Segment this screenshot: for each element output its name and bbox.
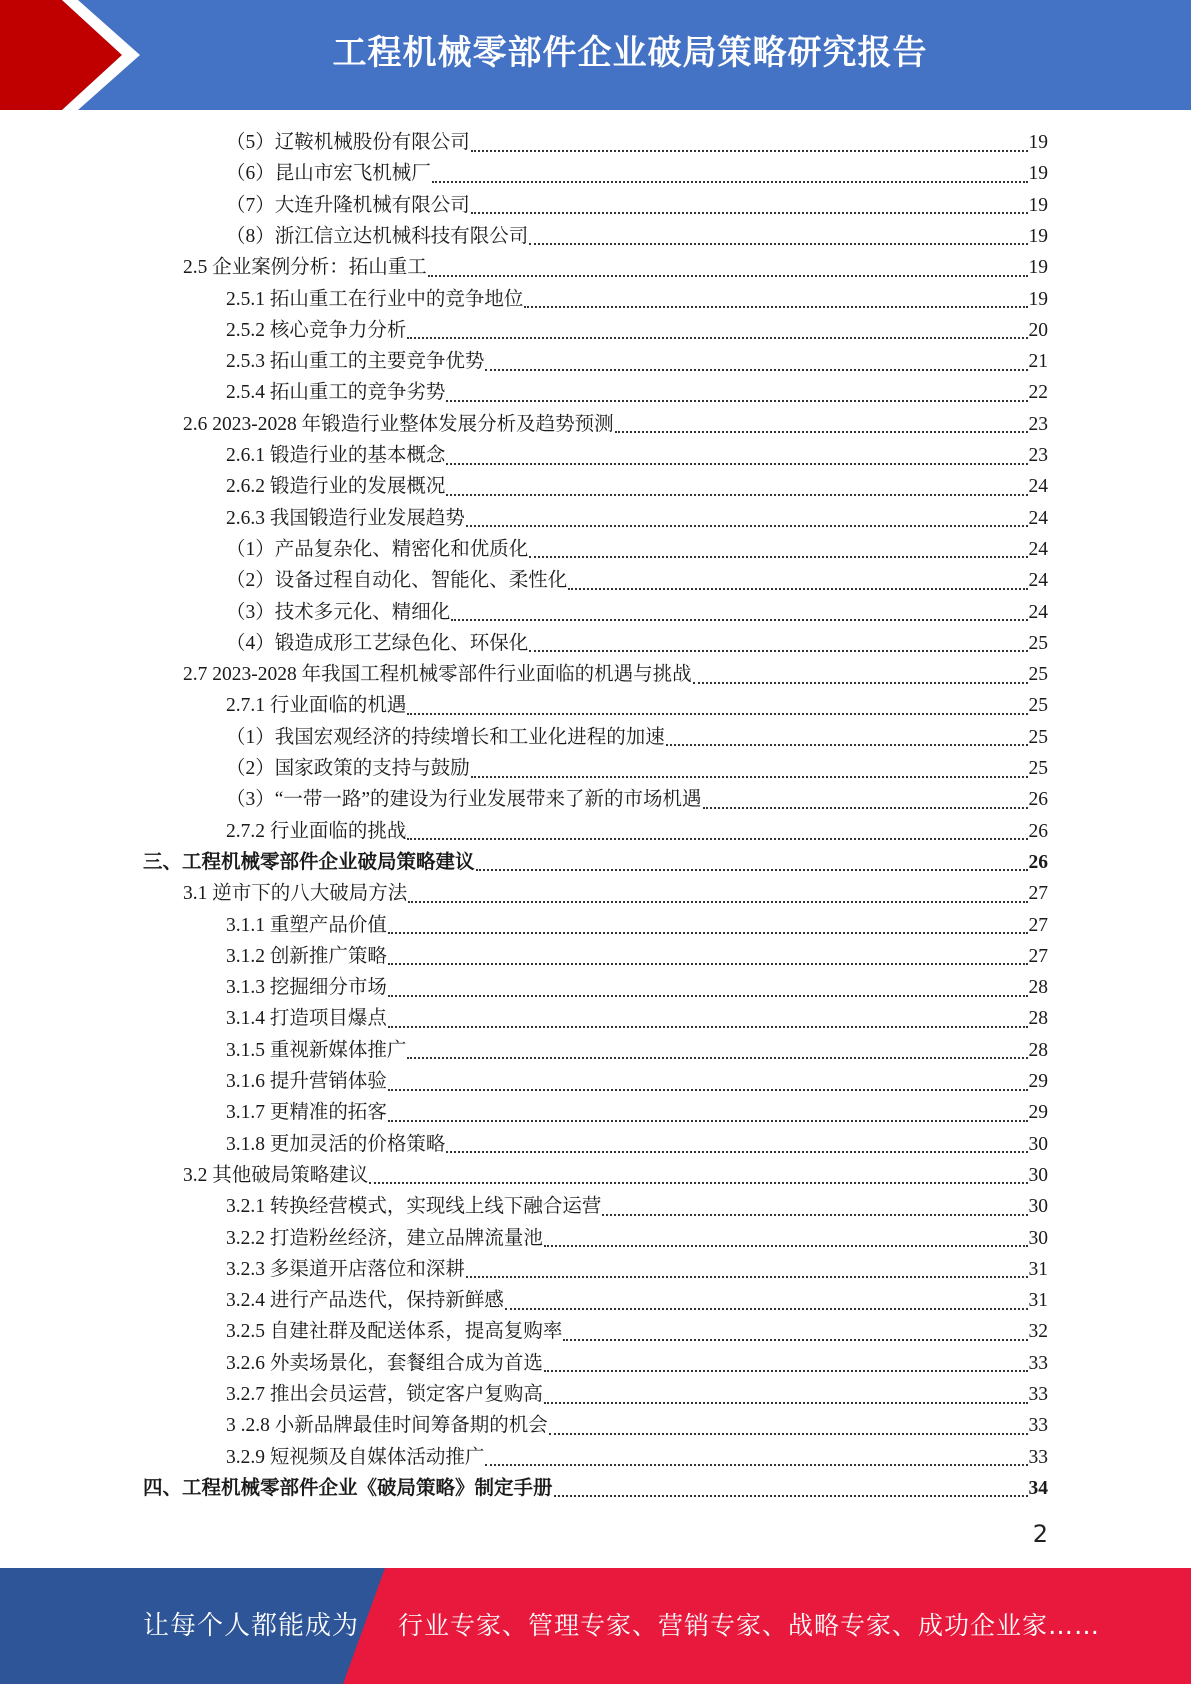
toc-entry-title: 3 .2.8 小新品牌最佳时间筹备期的机会 [226, 1415, 548, 1437]
toc-dot-leader [568, 588, 1027, 590]
document-title: 工程机械零部件企业破局策略研究报告 [332, 33, 928, 73]
toc-entry-page: 25 [1028, 632, 1048, 654]
toc-entry-title: 3.2.3 多渠道开店落位和深耕 [226, 1258, 465, 1280]
footer-slogan-right: 行业专家、管理专家、营销专家、战略专家、成功企业家…… [398, 1611, 1101, 1640]
toc-dot-leader [446, 400, 1027, 402]
toc-dot-leader [485, 1464, 1027, 1466]
toc-entry-page: 24 [1028, 570, 1048, 592]
toc-entry-title: 2.5.1 拓山重工在行业中的竞争地位 [226, 288, 524, 310]
toc-entry-page: 24 [1028, 476, 1048, 498]
toc-entry-title: （6）昆山市宏飞机械厂 [226, 163, 431, 185]
toc-entry[interactable] [183, 252, 1048, 283]
toc-entry-page: 28 [1028, 1039, 1048, 1061]
toc-entry-title: 3.1.6 提升营销体验 [226, 1071, 387, 1092]
toc-entry-title: 2.6 2023-2028 年锻造行业整体发展分析及趋势预测 [183, 413, 614, 435]
toc-entry-title: 3.1.8 更加灵活的价格策略 [226, 1133, 446, 1155]
toc-entry-page: 31 [1028, 1290, 1048, 1312]
toc-entry[interactable] [226, 1348, 1048, 1379]
toc-dot-leader [529, 556, 1027, 558]
toc-entry[interactable] [226, 753, 1048, 784]
toc-entry[interactable] [226, 784, 1048, 815]
toc-entry[interactable] [226, 972, 1048, 1003]
toc-dot-leader [388, 1026, 1028, 1028]
toc-entry-title: （7）大连升隆机械有限公司 [226, 194, 470, 216]
toc-entry[interactable] [226, 1129, 1048, 1160]
toc-dot-leader [408, 901, 1027, 903]
toc-dot-leader [544, 1402, 1028, 1404]
toc-entry-page: 19 [1028, 225, 1048, 247]
toc-entry[interactable] [226, 1035, 1048, 1066]
toc-dot-leader [407, 337, 1027, 339]
toc-dot-leader [428, 275, 1028, 277]
toc-entry[interactable] [143, 847, 1048, 878]
toc-entry-page: 32 [1028, 1321, 1048, 1343]
toc-dot-leader [524, 306, 1027, 308]
toc-entry[interactable] [226, 1003, 1048, 1034]
toc-dot-leader [703, 807, 1028, 809]
toc-entry-title: 3.1.1 重塑产品价值 [226, 914, 387, 936]
toc-entry-title: 2.6.3 我国锻造行业发展趋势 [226, 507, 465, 529]
toc-entry-page: 27 [1028, 883, 1048, 905]
toc-entry-title: 2.6.1 锻造行业的基本概念 [226, 445, 446, 466]
toc-entry[interactable] [226, 503, 1048, 534]
page-footer [0, 1568, 1191, 1684]
toc-entry-title: （4）锻造成形工艺绿色化、环保化 [226, 632, 529, 654]
toc-entry[interactable] [183, 659, 1048, 690]
toc-entry[interactable] [226, 941, 1048, 972]
toc-entry[interactable] [226, 1066, 1048, 1097]
toc-entry[interactable] [226, 910, 1048, 941]
toc-entry-title: 3.2.2 打造粉丝经济，建立品牌流量池 [226, 1227, 543, 1249]
toc-dot-leader [388, 963, 1028, 965]
toc-dot-leader [615, 431, 1028, 433]
toc-entry[interactable] [226, 221, 1048, 252]
toc-entry-title: （5）辽鞍机械股份有限公司 [226, 132, 470, 153]
toc-dot-leader [388, 995, 1028, 997]
toc-entry[interactable] [226, 1223, 1048, 1254]
toc-entry[interactable] [226, 346, 1048, 377]
toc-dot-leader [563, 1339, 1027, 1341]
toc-dot-leader [446, 494, 1027, 496]
toc-dot-leader [407, 1057, 1027, 1059]
toc-entry-title: 四、工程机械零部件企业《破局策略》制定手册 [143, 1477, 553, 1499]
toc-entry[interactable] [226, 440, 1048, 471]
toc-dot-leader [407, 713, 1027, 715]
toc-dot-leader [407, 838, 1027, 840]
toc-entry-title: 3.1.7 更精准的拓客 [226, 1102, 387, 1124]
toc-dot-leader [529, 243, 1027, 245]
toc-entry[interactable] [226, 1097, 1048, 1128]
toc-entry-title: （2）国家政策的支持与鼓励 [226, 758, 470, 779]
toc-dot-leader [388, 932, 1028, 934]
toc-entry-page: 33 [1028, 1384, 1048, 1405]
toc-entry-title: （8）浙江信立达机械科技有限公司 [226, 225, 529, 247]
toc-dot-leader [666, 744, 1028, 746]
toc-entry-page: 26 [1028, 851, 1048, 873]
toc-entry-page: 30 [1028, 1196, 1048, 1218]
toc-entry-page: 33 [1028, 1446, 1048, 1468]
toc-dot-leader [549, 1433, 1028, 1435]
toc-dot-leader [369, 1182, 1027, 1184]
toc-entry-page: 27 [1028, 914, 1048, 936]
toc-entry-page: 29 [1028, 1071, 1048, 1092]
toc-entry-page: 25 [1028, 758, 1048, 779]
toc-dot-leader [476, 869, 1028, 871]
toc-entry[interactable] [226, 597, 1048, 628]
toc-entry-page: 25 [1028, 695, 1048, 717]
toc-dot-leader [485, 369, 1027, 371]
toc-entry-page: 28 [1028, 1008, 1048, 1030]
toc-dot-leader [446, 463, 1027, 465]
toc-entry[interactable] [226, 816, 1048, 847]
toc-dot-leader [446, 1151, 1027, 1153]
toc-entry-title: 3.2.9 短视频及自媒体活动推广 [226, 1446, 485, 1468]
toc-entry-title: （2）设备过程自动化、智能化、柔性化 [226, 570, 568, 592]
toc-entry-title: 3.1 逆市下的八大破局方法 [183, 883, 408, 905]
toc-dot-leader [544, 1370, 1028, 1372]
toc-entry-page: 19 [1028, 257, 1048, 279]
toc-entry[interactable] [226, 1191, 1048, 1222]
toc-entry-title: 3.1.5 重视新媒体推广 [226, 1039, 407, 1061]
toc-dot-leader [471, 212, 1028, 214]
toc-dot-leader [466, 525, 1028, 527]
toc-entry-page: 28 [1028, 977, 1048, 999]
toc-entry-title: 3.1.4 打造项目爆点 [226, 1008, 387, 1030]
toc-dot-leader [602, 1214, 1027, 1216]
toc-entry-title: 3.2 其他破局策略建议 [183, 1164, 369, 1186]
toc-entry-page: 19 [1028, 288, 1048, 310]
toc-entry[interactable] [226, 1285, 1048, 1316]
toc-entry-page: 20 [1028, 319, 1048, 341]
toc-entry-title: 2.7 2023-2028 年我国工程机械零部件行业面临的机遇与挑战 [183, 664, 692, 686]
toc-entry-page: 19 [1028, 194, 1048, 216]
toc-entry-page: 24 [1028, 538, 1048, 560]
toc-entry-title: （1）我国宏观经济的持续增长和工业化进程的加速 [226, 726, 665, 748]
toc-entry[interactable] [226, 565, 1048, 596]
toc-dot-leader [544, 1245, 1028, 1247]
toc-entry[interactable] [226, 284, 1048, 315]
toc-entry-page: 25 [1028, 664, 1048, 686]
toc-entry-page: 27 [1028, 945, 1048, 967]
toc-entry-title: 2.7.1 行业面临的机遇 [226, 695, 407, 717]
toc-entry[interactable] [183, 878, 1048, 909]
toc-entry-page: 29 [1028, 1102, 1048, 1124]
toc-entry-title: 3.2.6 外卖场景化，套餐组合成为首选 [226, 1352, 543, 1374]
toc-dot-leader [432, 181, 1028, 183]
toc-entry-page: 25 [1028, 726, 1048, 748]
toc-entry-page: 23 [1028, 445, 1048, 466]
toc-entry[interactable] [226, 1254, 1048, 1285]
toc-entry-page: 26 [1028, 789, 1048, 811]
toc-entry-page: 30 [1028, 1227, 1048, 1249]
toc-entry-title: 2.7.2 行业面临的挑战 [226, 820, 407, 842]
toc-dot-leader [466, 1276, 1028, 1278]
toc-entry-title: 3.2.1 转换经营模式，实现线上线下融合运营 [226, 1196, 602, 1218]
toc-dot-leader [471, 150, 1028, 152]
toc-entry-page: 19 [1028, 132, 1048, 153]
toc-entry-title: 2.5 企业案例分析：拓山重工 [183, 257, 427, 279]
toc-entry-page: 19 [1028, 163, 1048, 185]
toc-entry[interactable] [143, 1473, 1048, 1504]
toc-entry-title: 3.2.4 进行产品迭代，保持新鲜感 [226, 1290, 504, 1312]
page-number: 2 [1032, 1520, 1048, 1548]
toc-entry[interactable] [226, 377, 1048, 408]
toc-entry-page: 31 [1028, 1258, 1048, 1280]
toc-entry-page: 22 [1028, 382, 1048, 404]
toc-entry-title: （3）技术多元化、精细化 [226, 601, 451, 623]
toc-entry-title: 2.6.2 锻造行业的发展概况 [226, 476, 446, 498]
toc-entry-page: 30 [1028, 1133, 1048, 1155]
toc-entry[interactable] [226, 628, 1048, 659]
toc-dot-leader [505, 1308, 1028, 1310]
toc-entry-page: 21 [1028, 351, 1048, 373]
toc-entry[interactable] [226, 534, 1048, 565]
toc-entry-title: 2.5.4 拓山重工的竞争劣势 [226, 382, 446, 404]
toc-entry-page: 33 [1028, 1415, 1048, 1437]
toc-entry[interactable] [226, 1410, 1048, 1441]
toc-entry[interactable] [183, 1160, 1048, 1191]
toc-dot-leader [693, 682, 1028, 684]
toc-entry[interactable] [226, 127, 1048, 158]
toc-entry-title: 3.1.2 创新推广策略 [226, 945, 387, 967]
toc-entry[interactable] [226, 1379, 1048, 1410]
toc-entry[interactable] [226, 722, 1048, 753]
toc-dot-leader [554, 1495, 1028, 1497]
toc-entry-title: （1）产品复杂化、精密化和优质化 [226, 538, 529, 560]
toc-entry-page: 24 [1028, 507, 1048, 529]
toc-entry[interactable] [226, 1442, 1048, 1473]
toc-entry-page: 23 [1028, 413, 1048, 435]
toc-entry[interactable] [226, 690, 1048, 721]
toc-entry-title: 2.5.3 拓山重工的主要竞争优势 [226, 351, 485, 373]
toc-dot-leader [529, 650, 1027, 652]
toc-dot-leader [388, 1120, 1028, 1122]
toc-entry[interactable] [226, 1316, 1048, 1347]
toc-entry-page: 26 [1028, 820, 1048, 842]
toc-dot-leader [471, 776, 1028, 778]
page-header [0, 0, 1191, 110]
toc-entry-page: 34 [1028, 1477, 1048, 1499]
toc-entry[interactable] [226, 158, 1048, 189]
toc-entry-page: 30 [1028, 1164, 1048, 1186]
toc-entry-title: （3）“一带一路”的建设为行业发展带来了新的市场机遇 [226, 789, 702, 811]
toc-entry-title: 3.2.5 自建社群及配送体系，提高复购率 [226, 1321, 563, 1343]
toc-entry[interactable] [226, 190, 1048, 221]
toc-entry[interactable] [183, 409, 1048, 440]
toc-dot-leader [388, 1089, 1028, 1091]
header-arrow-decoration [0, 0, 150, 110]
toc-entry-title: 2.5.2 核心竞争力分析 [226, 319, 407, 341]
toc-entry-page: 24 [1028, 601, 1048, 623]
toc-entry[interactable] [226, 471, 1048, 502]
toc-entry-page: 33 [1028, 1352, 1048, 1374]
footer-slogan-left: 让每个人都能成为 [143, 1611, 360, 1641]
toc-dot-leader [451, 619, 1027, 621]
toc-entry-title: 3.1.3 挖掘细分市场 [226, 977, 387, 999]
toc-entry-title: 三、工程机械零部件企业破局策略建议 [143, 851, 475, 873]
toc-entry[interactable] [226, 315, 1048, 346]
toc-entry-title: 3.2.7 推出会员运营，锁定客户复购高 [226, 1384, 543, 1405]
